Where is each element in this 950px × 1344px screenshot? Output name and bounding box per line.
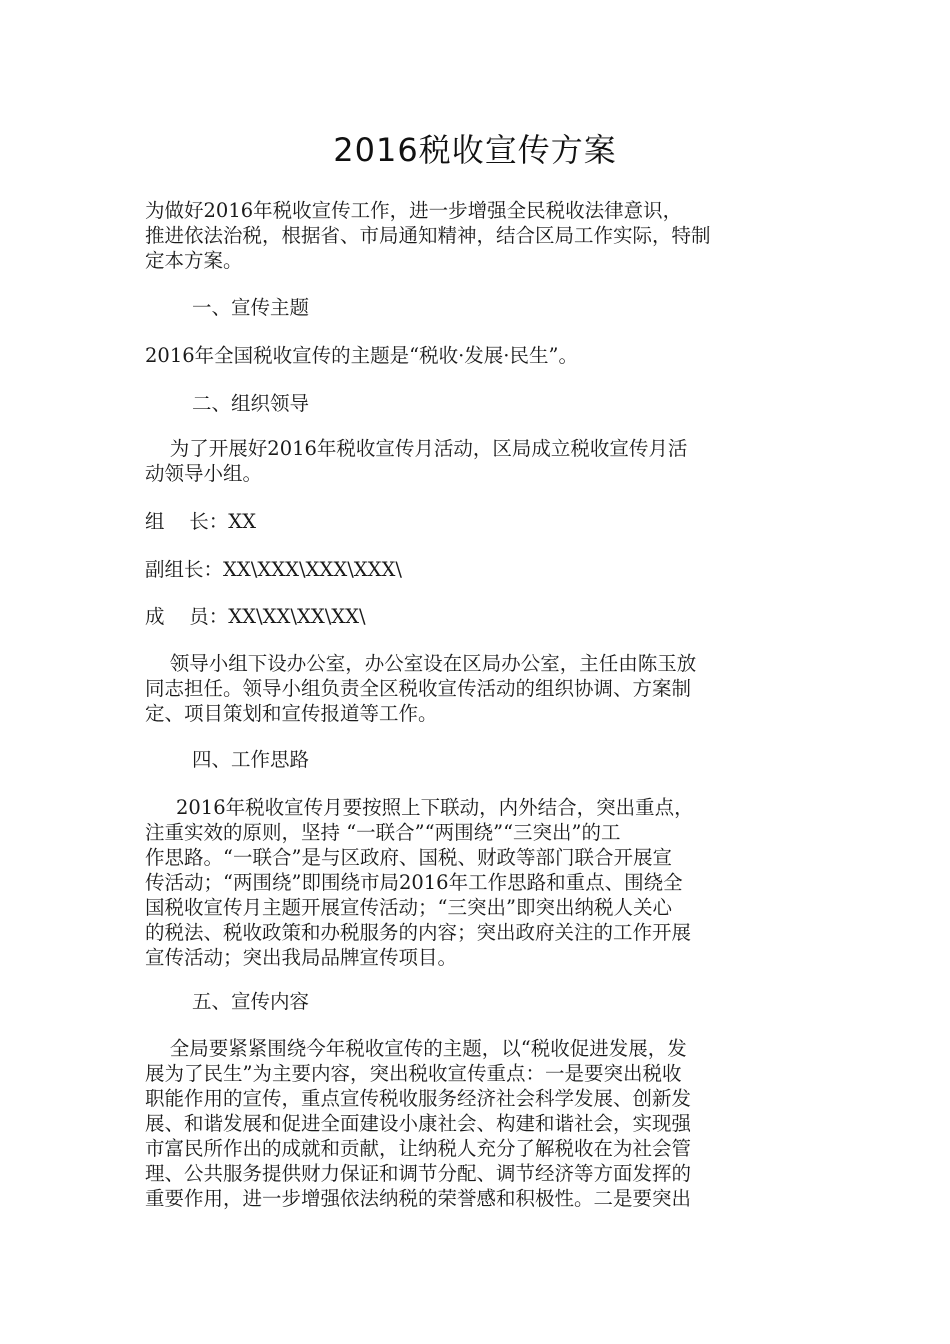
- paragraph-line: 定、项目策划和宣传报道等工作。: [145, 702, 438, 725]
- paragraph-line: 展、和谐发展和促进全面建设小康社会、构建和谐社会，实现强: [145, 1112, 692, 1135]
- theme-paragraph: [145, 343, 810, 368]
- paragraph-line: 理、公共服务提供财力保证和调节分配、调节经济等方面发挥的: [145, 1162, 692, 1185]
- paragraph-line: 注重实效的原则，坚持 “一联合”“两围绕”“三突出”的工: [145, 821, 621, 844]
- paragraph-line: 重要作用，进一步增强依法纳税的荣誉感和积极性。二是要突出: [145, 1187, 692, 1210]
- paragraph-line: 为做好2016年税收宣传工作，进一步增强全民税收法律意识，: [145, 199, 683, 222]
- paragraph-line: 2016年税收宣传月要按照上下联动，内外结合，突出重点，: [145, 796, 694, 819]
- organization-paragraph: [145, 436, 810, 486]
- leader-line: 组 长：XX: [145, 510, 257, 533]
- paragraph-line: 为了开展好2016年税收宣传月活动，区局成立税收宣传月活: [145, 437, 688, 460]
- paragraph-line: 同志担任。领导小组负责全区税收宣传活动的组织协调、方案制: [145, 677, 692, 700]
- paragraph-line: 宣传活动；突出我局品牌宣传项目。: [145, 946, 458, 969]
- paragraph-line: 2016年全国税收宣传的主题是“税收·发展·民生”。: [145, 344, 578, 367]
- paragraph-line: 定本方案。: [145, 249, 243, 272]
- deputy-leader-line: 副组长：XX\XXX\XXX\XXX\: [145, 558, 402, 581]
- paragraph-line: 国税收宣传月主题开展宣传活动；“三突出”即突出纳税人关心: [145, 896, 672, 919]
- paragraph-line: 展为了民生”为主要内容，突出税收宣传重点：一是要突出税收: [145, 1062, 682, 1085]
- members-line: 成 员：XX\XX\XX\XX\: [145, 605, 366, 628]
- paragraph-line: 职能作用的宣传，重点宣传税收服务经济社会科学发展、创新发: [145, 1087, 692, 1110]
- document-title: 2016税收宣传方案: [333, 131, 617, 169]
- paragraph-line: 推进依法治税，根据省、市局通知精神，结合区局工作实际，特制: [145, 224, 711, 247]
- paragraph-line: 的税法、税收政策和办税服务的内容；突出政府关注的工作开展: [145, 921, 692, 944]
- section-heading-theme: 一、宣传主题: [192, 296, 310, 319]
- paragraph-line: 市富民所作出的成就和贡献，让纳税人充分了解税收在为社会管: [145, 1137, 692, 1160]
- paragraph-line: 传活动；“两围绕”即围绕市局2016年工作思路和重点、围绕全: [145, 871, 683, 894]
- paragraph-line: 作思路。“一联合”是与区政府、国税、财政等部门联合开展宣: [145, 846, 672, 869]
- paragraph-line: 动领导小组。: [145, 462, 263, 485]
- office-paragraph: [145, 651, 810, 726]
- section-heading-organization: 二、组织领导: [192, 392, 310, 415]
- paragraph-line: 领导小组下设办公室，办公室设在区局办公室，主任由陈玉放: [145, 652, 697, 675]
- section-heading-content: 五、宣传内容: [192, 990, 310, 1013]
- intro-paragraph: [145, 198, 810, 273]
- paragraph-line: 全局要紧紧围绕今年税收宣传的主题，以“税收促进发展，发: [145, 1037, 687, 1060]
- content-paragraph: [145, 1036, 810, 1211]
- approach-paragraph: [145, 795, 810, 970]
- section-heading-approach: 四、工作思路: [192, 748, 310, 771]
